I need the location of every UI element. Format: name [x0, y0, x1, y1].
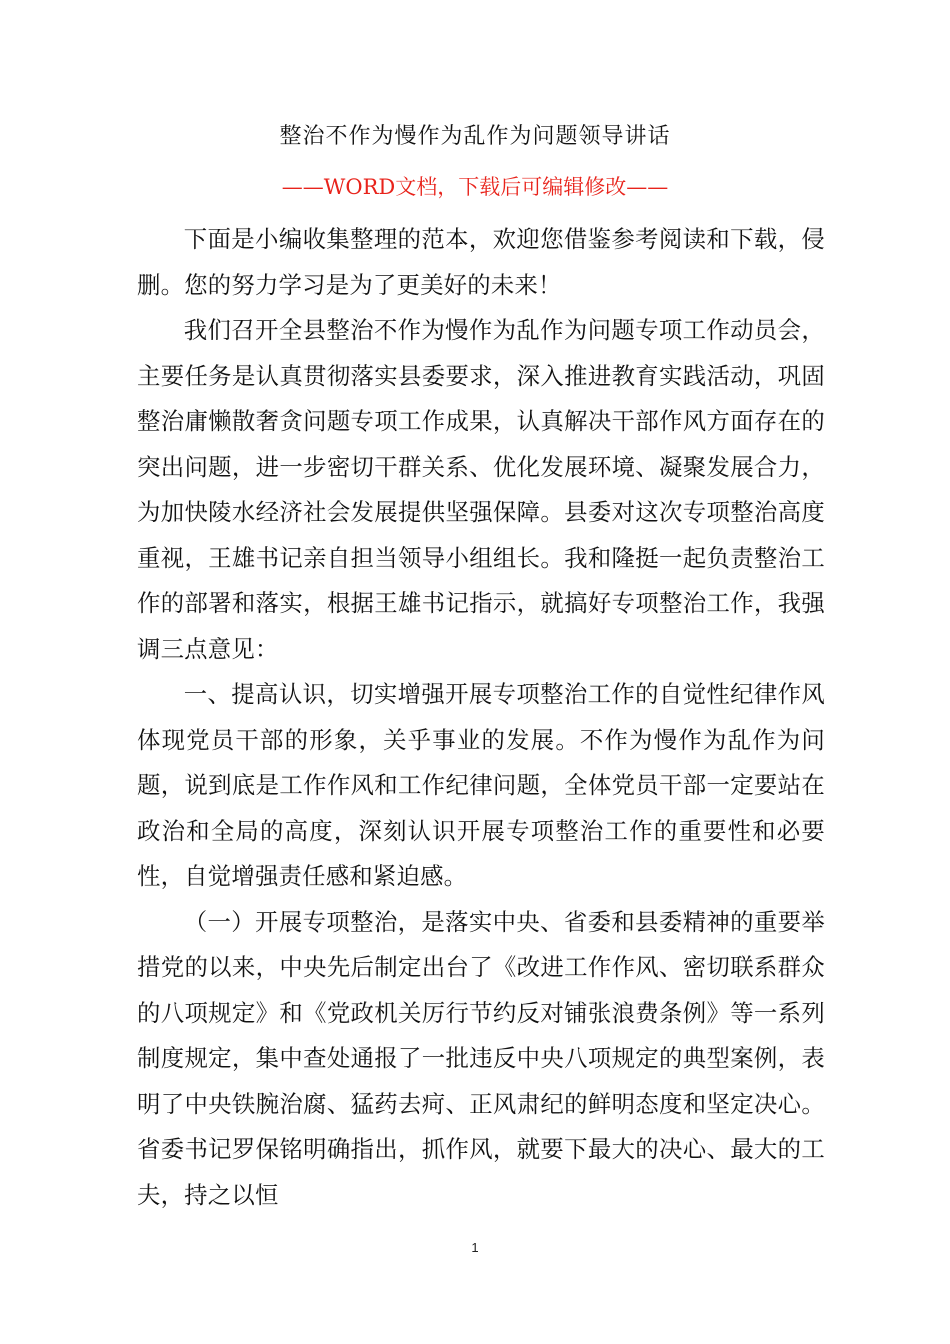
paragraph-subsection-one: （一）开展专项整治，是落实中央、省委和县委精神的重要举措党的以来，中央先后制定出台了《改进工作作风、密切联系群众的八项规定》和《党政机关厉行节约反对铺张浪费条例》等一系列制度规定，集中查处通报了一批违反中央八项规定的典型案例，表明了中央铁腕治腐、猛药去疴、正风肃纪的鲜明态度和坚定决心。省委书记罗保铭明确指出，抓作风，就要下最大的决心、最大的工夫，持之以恒 — [137, 907, 825, 1209]
document-title: 整治不作为慢作为乱作为问题领导讲话 — [279, 124, 671, 149]
document-body — [137, 217, 825, 1218]
paragraph-opening: 我们召开全县整治不作为慢作为乱作为问题专项工作动员会，主要任务是认真贯彻落实县委要求，深入推进教育实践活动，巩固整治庸懒散奢贪问题专项工作成果，认真解决干部作风方面存在的突出问题，进一步密切干群关系、优化发展环境、凝聚发展合力，为加快陵水经济社会发展提供坚强保障。县委对这次专项整治高度重视，王雄书记亲自担当领导小组组长。我和隆挺一起负责整治工作的部署和落实，根据王雄书记指示，就搞好专项整治工作，我强调三点意见： — [137, 316, 825, 663]
page-number: 1 — [471, 1240, 479, 1255]
paragraph-section-one: 一、提高认识，切实增强开展专项整治工作的自觉性纪律作风体现党员干部的形象，关乎事业的发展。不作为慢作为乱作为问题，说到底是工作作风和工作纪律问题，全体党员干部一定要站在政治和全局的高度，深刻认识开展专项整治工作的重要性和必要性，自觉增强责任感和紧迫感。 — [137, 680, 825, 890]
document-subtitle: ——WORD文档，下载后可编辑修改—— — [281, 175, 669, 199]
paragraph-intro: 下面是小编收集整理的范本，欢迎您借鉴参考阅读和下载，侵删。您的努力学习是为了更美好的未来！ — [137, 225, 825, 299]
